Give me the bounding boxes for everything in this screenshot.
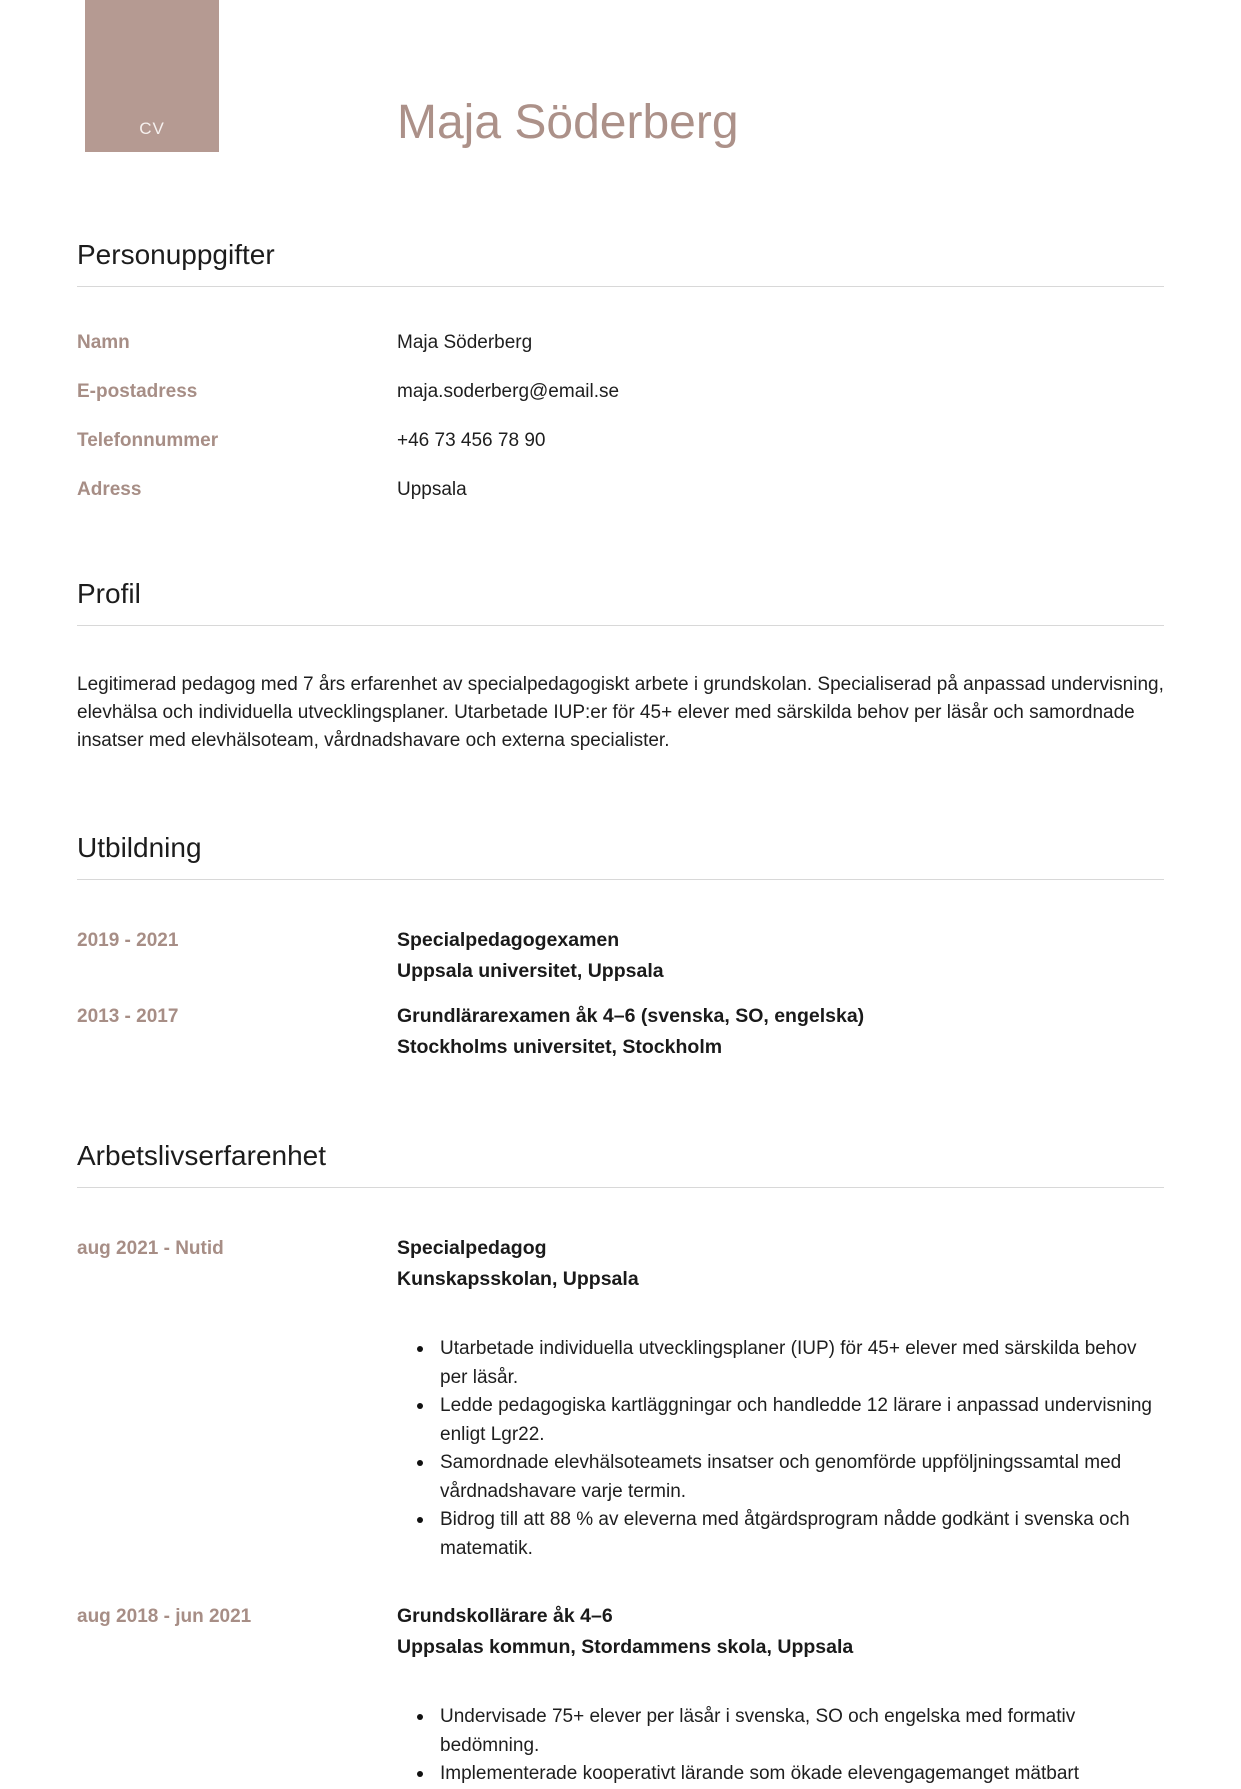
section-experience-title: Arbetslivserfarenhet xyxy=(77,1140,327,1171)
info-row-email xyxy=(77,381,1164,403)
bullet-dot-icon xyxy=(417,1403,423,1409)
bullet-text: Implementerade kooperativt lärande som ökade elevengagemanget mätbart xyxy=(440,1763,1079,1784)
entry-details xyxy=(397,1001,1164,1063)
section-experience xyxy=(77,1141,1164,1789)
experience-entry-head xyxy=(77,1233,1164,1295)
info-row-phone xyxy=(77,430,1164,452)
personal-rows xyxy=(77,332,1164,501)
bullet-dot-icon xyxy=(417,1460,423,1466)
bullet-item xyxy=(397,1703,1164,1760)
bullet-dot-icon xyxy=(417,1714,423,1720)
entry-role: Grundskollärare åk 4–6 xyxy=(397,1605,613,1627)
bullet-item xyxy=(397,1760,1164,1789)
info-value: Uppsala xyxy=(397,479,467,500)
profile-body xyxy=(77,671,1164,755)
entry-period: aug 2018 - jun 2021 xyxy=(77,1606,252,1627)
page-title: Maja Söderberg xyxy=(397,96,739,149)
section-divider xyxy=(77,625,1164,626)
entry-employer: Kunskapsskolan, Uppsala xyxy=(397,1268,639,1290)
section-profile xyxy=(77,579,1164,755)
section-divider xyxy=(77,1187,1164,1188)
info-row-address xyxy=(77,479,1164,501)
entry-school: Uppsala universitet, Uppsala xyxy=(397,960,664,982)
experience-entry-bullets xyxy=(77,1677,1164,1789)
bullet-item xyxy=(397,1506,1164,1563)
experience-entry-bullets xyxy=(77,1309,1164,1563)
bullet-dot-icon xyxy=(417,1771,423,1777)
info-value: maja.soderberg@email.se xyxy=(397,381,620,402)
spacer xyxy=(77,1677,397,1789)
info-label: E-postadress xyxy=(77,381,198,402)
spacer xyxy=(77,1309,397,1563)
experience-entry xyxy=(77,1233,1164,1563)
section-divider xyxy=(77,286,1164,287)
section-personal-title: Personuppgifter xyxy=(77,239,275,270)
education-entry xyxy=(77,925,1164,987)
profile-text: Legitimerad pedagog med 7 års erfarenhet av specialpedagogiskt arbete i grundskolan. Specialiserad på anpassad undervisning, elevhälsa och individuella utvecklingsplaner. Utarbetade IUP:er för 45+ elever med särskilda behov per läsår och samordnade insatser med elevhälsoteam, vårdnadshavare och externa specialister. xyxy=(77,674,1164,751)
info-label: Adress xyxy=(77,479,142,500)
entry-role: Specialpedagog xyxy=(397,1237,547,1259)
bullet-item xyxy=(397,1449,1164,1506)
section-profile-title: Profil xyxy=(77,578,141,609)
bullet-dot-icon xyxy=(417,1346,423,1352)
section-personal xyxy=(77,240,1164,501)
entry-degree: Specialpedagogexamen xyxy=(397,929,620,951)
bullet-item xyxy=(397,1335,1164,1392)
entry-period: aug 2021 - Nutid xyxy=(77,1238,224,1259)
cv-badge-label: CV xyxy=(139,119,165,138)
bullet-text: Bidrog till att 88 % av eleverna med åtgärdsprogram nådde godkänt i svenska och matematik. xyxy=(440,1509,1130,1559)
document-header xyxy=(77,0,1164,152)
entry-details xyxy=(397,925,1164,987)
section-education-title: Utbildning xyxy=(77,832,202,863)
section-education xyxy=(77,833,1164,1063)
bullet-list xyxy=(397,1703,1164,1789)
bullet-text: Ledde pedagogiska kartläggningar och handledde 12 lärare i anpassad undervisning enligt Lgr22. xyxy=(440,1395,1152,1445)
experience-entry xyxy=(77,1601,1164,1789)
entry-details xyxy=(397,1601,1164,1663)
entry-degree: Grundlärarexamen åk 4–6 (svenska, SO, engelska) xyxy=(397,1005,865,1027)
section-divider xyxy=(77,879,1164,880)
education-entries xyxy=(77,925,1164,1063)
bullet-text: Samordnade elevhälsoteamets insatser och genomförde uppföljningssamtal med vårdnadshavare varje termin. xyxy=(440,1452,1122,1502)
entry-school: Stockholms universitet, Stockholm xyxy=(397,1036,723,1058)
experience-entry-head xyxy=(77,1601,1164,1663)
entry-details xyxy=(397,1233,1164,1295)
info-value: Maja Söderberg xyxy=(397,332,533,353)
info-value: +46 73 456 78 90 xyxy=(397,430,546,451)
cv-badge xyxy=(85,0,219,152)
bullet-list xyxy=(397,1335,1164,1563)
entry-period: 2019 - 2021 xyxy=(77,930,179,951)
bullet-dot-icon xyxy=(417,1517,423,1523)
bullet-text: Utarbetade individuella utvecklingsplaner (IUP) för 45+ elever med särskilda behov per läsår. xyxy=(440,1338,1137,1388)
info-label: Telefonnummer xyxy=(77,430,219,451)
experience-entries xyxy=(77,1233,1164,1789)
info-row-name xyxy=(77,332,1164,354)
info-label: Namn xyxy=(77,332,130,353)
bullet-item xyxy=(397,1392,1164,1449)
entry-employer: Uppsalas kommun, Stordammens skola, Uppsala xyxy=(397,1636,854,1658)
bullet-text: Undervisade 75+ elever per läsår i svenska, SO och engelska med formativ bedömning. xyxy=(440,1706,1076,1756)
education-entry xyxy=(77,1001,1164,1063)
entry-period: 2013 - 2017 xyxy=(77,1006,179,1027)
